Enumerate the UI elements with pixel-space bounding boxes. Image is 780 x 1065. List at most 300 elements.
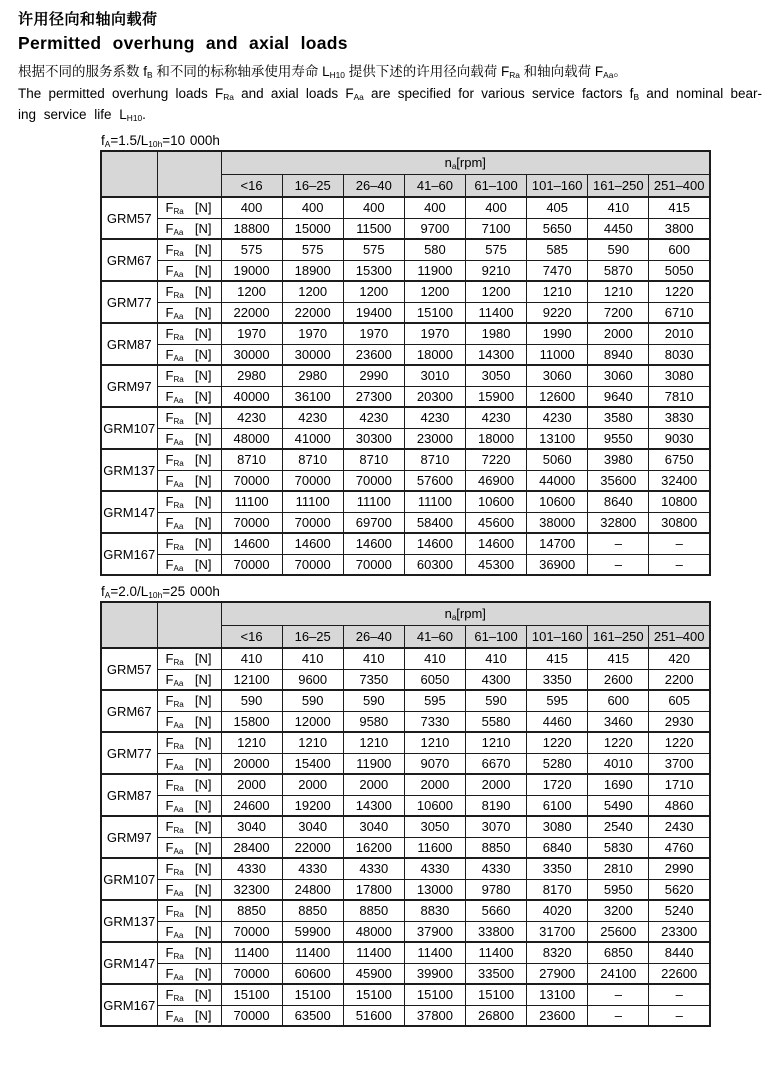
value-cell: 70000: [221, 1005, 282, 1026]
force-symbol: $F_{Ra}$: [165, 284, 184, 301]
model-cell: GRM147: [101, 942, 157, 984]
value-cell: 1210: [221, 732, 282, 753]
value-cell: 2000: [466, 774, 527, 795]
unit-label: [N]: [194, 965, 212, 981]
value-cell: 3800: [649, 218, 710, 239]
value-cell: 15900: [466, 386, 527, 407]
value-cell: 1970: [282, 323, 343, 344]
row-label-faa: [157, 795, 221, 816]
value-cell: –: [588, 554, 649, 575]
value-cell: 4230: [527, 407, 588, 428]
value-cell: 2000: [282, 774, 343, 795]
unit-label: [N]: [194, 735, 212, 751]
load-table-fa20: [100, 601, 711, 1027]
row-label-faa: [157, 260, 221, 281]
table-row: [101, 365, 710, 386]
value-cell: 30300: [343, 428, 404, 449]
unit-label: [N]: [194, 452, 212, 468]
value-cell: 1220: [649, 281, 710, 302]
value-cell: 1200: [404, 281, 465, 302]
table-row: [101, 491, 710, 512]
value-cell: 3040: [282, 816, 343, 837]
force-symbol: $F_{Ra}$: [165, 945, 184, 962]
unit-label: [N]: [194, 923, 212, 939]
value-cell: 15000: [282, 218, 343, 239]
value-cell: 70000: [221, 554, 282, 575]
value-cell: 5490: [588, 795, 649, 816]
row-label-fra: [157, 449, 221, 470]
table-row: [101, 648, 710, 669]
table-row: [101, 281, 710, 302]
value-cell: 15300: [343, 260, 404, 281]
force-symbol: $F_{Ra}$: [165, 368, 184, 385]
table-row: [101, 554, 710, 575]
value-cell: 1690: [588, 774, 649, 795]
row-label-faa: [157, 218, 221, 239]
value-cell: 605: [649, 690, 710, 711]
model-cell: GRM147: [101, 491, 157, 533]
value-cell: 1220: [588, 732, 649, 753]
value-cell: 3460: [588, 711, 649, 732]
value-cell: 45900: [343, 963, 404, 984]
value-cell: 37900: [404, 921, 465, 942]
force-symbol: $F_{Ra}$: [165, 536, 184, 553]
value-cell: 9030: [649, 428, 710, 449]
table-row: [101, 239, 710, 260]
force-symbol: $F_{Aa}$: [165, 881, 184, 898]
value-cell: 46900: [466, 470, 527, 491]
table-row: [101, 795, 710, 816]
value-cell: 4330: [221, 858, 282, 879]
value-cell: 1210: [527, 281, 588, 302]
table-row: [101, 344, 710, 365]
value-cell: 575: [282, 239, 343, 260]
value-cell: 2930: [649, 711, 710, 732]
value-cell: 28400: [221, 837, 282, 858]
value-cell: 4230: [282, 407, 343, 428]
value-cell: 3980: [588, 449, 649, 470]
force-symbol: $F_{Aa}$: [165, 839, 184, 856]
force-symbol: $F_{Aa}$: [165, 220, 184, 237]
value-cell: 8440: [649, 942, 710, 963]
force-symbol: $F_{Ra}$: [165, 452, 184, 469]
value-cell: 8320: [527, 942, 588, 963]
value-cell: 405: [527, 197, 588, 218]
table-row: [101, 984, 710, 1005]
value-cell: 69700: [343, 512, 404, 533]
value-cell: 2000: [343, 774, 404, 795]
model-cell: GRM137: [101, 900, 157, 942]
value-cell: 11000: [527, 344, 588, 365]
value-cell: 15100: [282, 984, 343, 1005]
model-cell: GRM77: [101, 281, 157, 323]
value-cell: 13100: [527, 428, 588, 449]
value-cell: 70000: [282, 512, 343, 533]
value-cell: 6050: [404, 669, 465, 690]
value-cell: 11900: [343, 753, 404, 774]
value-cell: –: [649, 984, 710, 1005]
value-cell: 9640: [588, 386, 649, 407]
value-cell: 4330: [343, 858, 404, 879]
value-cell: 3070: [466, 816, 527, 837]
value-cell: 1210: [404, 732, 465, 753]
value-cell: 14700: [527, 533, 588, 554]
value-cell: 2600: [588, 669, 649, 690]
table-row: [101, 386, 710, 407]
table-row: [101, 711, 710, 732]
value-cell: 36100: [282, 386, 343, 407]
unit-label: [N]: [194, 304, 212, 320]
value-cell: 8940: [588, 344, 649, 365]
table-row: [101, 963, 710, 984]
value-cell: 30800: [649, 512, 710, 533]
value-cell: 410: [343, 648, 404, 669]
unit-label: [N]: [194, 987, 212, 1003]
value-cell: 41000: [282, 428, 343, 449]
unit-label: [N]: [194, 388, 212, 404]
value-cell: 3040: [221, 816, 282, 837]
unit-label: [N]: [194, 262, 212, 278]
force-symbol: $F_{Ra}$: [165, 987, 184, 1004]
value-cell: 5830: [588, 837, 649, 858]
row-label-fra: [157, 648, 221, 669]
value-cell: 9580: [343, 711, 404, 732]
value-cell: 420: [649, 648, 710, 669]
row-label-faa: [157, 344, 221, 365]
value-cell: 12600: [527, 386, 588, 407]
value-cell: 4230: [466, 407, 527, 428]
value-cell: 10600: [404, 795, 465, 816]
value-cell: 1710: [649, 774, 710, 795]
value-cell: 59900: [282, 921, 343, 942]
model-cell: GRM167: [101, 533, 157, 575]
value-cell: 26800: [466, 1005, 527, 1026]
force-symbol: $F_{Ra}$: [165, 819, 184, 836]
value-cell: 1980: [466, 323, 527, 344]
table-row: [101, 753, 710, 774]
page-title-en: Permitted overhung and axial loads: [18, 33, 348, 53]
value-cell: 4230: [404, 407, 465, 428]
unit-label: [N]: [194, 819, 212, 835]
value-cell: 63500: [282, 1005, 343, 1026]
unit-label: [N]: [194, 368, 212, 384]
value-cell: 5950: [588, 879, 649, 900]
value-cell: 7350: [343, 669, 404, 690]
value-cell: 3080: [527, 816, 588, 837]
value-cell: 590: [343, 690, 404, 711]
value-cell: 19200: [282, 795, 343, 816]
row-label-faa: [157, 669, 221, 690]
unit-label: [N]: [194, 713, 212, 729]
value-cell: 3830: [649, 407, 710, 428]
value-cell: 400: [466, 197, 527, 218]
force-symbol: $F_{Aa}$: [165, 514, 184, 531]
table-row: [101, 669, 710, 690]
force-symbol: $F_{Aa}$: [165, 671, 184, 688]
value-cell: 1970: [343, 323, 404, 344]
value-cell: 600: [588, 690, 649, 711]
value-cell: 2000: [588, 323, 649, 344]
force-symbol: $F_{Aa}$: [165, 713, 184, 730]
force-symbol: $F_{Ra}$: [165, 494, 184, 511]
value-cell: 2810: [588, 858, 649, 879]
value-cell: 4860: [649, 795, 710, 816]
value-cell: 70000: [221, 921, 282, 942]
value-cell: –: [588, 984, 649, 1005]
force-symbol: $F_{Aa}$: [165, 755, 184, 772]
value-cell: 58400: [404, 512, 465, 533]
value-cell: 19400: [343, 302, 404, 323]
value-cell: 3060: [527, 365, 588, 386]
model-cell: GRM67: [101, 690, 157, 732]
value-cell: 4460: [527, 711, 588, 732]
value-cell: 15800: [221, 711, 282, 732]
value-cell: 70000: [282, 554, 343, 575]
force-symbol: $F_{Aa}$: [165, 430, 184, 447]
row-label-faa: [157, 302, 221, 323]
model-cell: GRM107: [101, 858, 157, 900]
value-cell: 15100: [404, 302, 465, 323]
row-label-fra: [157, 533, 221, 554]
table-row: [101, 260, 710, 281]
value-cell: 1200: [282, 281, 343, 302]
value-cell: 24100: [588, 963, 649, 984]
model-cell: GRM57: [101, 197, 157, 239]
value-cell: 1210: [588, 281, 649, 302]
value-cell: 6710: [649, 302, 710, 323]
model-cell: GRM87: [101, 774, 157, 816]
table-row: [101, 407, 710, 428]
model-cell: GRM137: [101, 449, 157, 491]
value-cell: 11100: [221, 491, 282, 512]
value-cell: 410: [466, 648, 527, 669]
row-label-faa: [157, 837, 221, 858]
value-cell: 585: [527, 239, 588, 260]
value-cell: 5050: [649, 260, 710, 281]
value-cell: 400: [221, 197, 282, 218]
model-cell: GRM107: [101, 407, 157, 449]
value-cell: 2980: [221, 365, 282, 386]
value-cell: 8850: [282, 900, 343, 921]
value-cell: –: [588, 533, 649, 554]
load-table-fa15: [100, 150, 711, 576]
value-cell: –: [649, 554, 710, 575]
value-cell: 14600: [221, 533, 282, 554]
row-label-faa: [157, 753, 221, 774]
unit-label: [N]: [194, 839, 212, 855]
value-cell: 23600: [343, 344, 404, 365]
value-cell: 25600: [588, 921, 649, 942]
value-cell: 15100: [404, 984, 465, 1005]
model-cell: GRM167: [101, 984, 157, 1026]
table-section-2: [100, 584, 762, 1027]
speed-range-header: 26–40: [343, 625, 404, 648]
row-label-fra: [157, 491, 221, 512]
row-label-fra: [157, 732, 221, 753]
model-cell: GRM67: [101, 239, 157, 281]
value-cell: 9600: [282, 669, 343, 690]
row-label-faa: [157, 470, 221, 491]
row-label-fra: [157, 858, 221, 879]
value-cell: 44000: [527, 470, 588, 491]
force-symbol: $F_{Ra}$: [165, 777, 184, 794]
speed-range-header: 26–40: [343, 174, 404, 197]
unit-label: [N]: [194, 797, 212, 813]
value-cell: 27300: [343, 386, 404, 407]
value-cell: 410: [221, 648, 282, 669]
unit-label: [N]: [194, 536, 212, 552]
row-label-fra: [157, 942, 221, 963]
value-cell: 19000: [221, 260, 282, 281]
table-row: [101, 533, 710, 554]
value-cell: 18000: [466, 428, 527, 449]
corner-model-cell: [101, 151, 157, 197]
table-row: [101, 218, 710, 239]
value-cell: 11400: [282, 942, 343, 963]
value-cell: 410: [282, 648, 343, 669]
value-cell: 9780: [466, 879, 527, 900]
value-cell: 3200: [588, 900, 649, 921]
value-cell: 15100: [466, 984, 527, 1005]
table-caption-1: $f_A=1.5/L_{10h}=10$ 000h: [101, 133, 220, 149]
unit-label: [N]: [194, 881, 212, 897]
value-cell: 1720: [527, 774, 588, 795]
speed-range-header: 251–400: [649, 625, 710, 648]
value-cell: 590: [466, 690, 527, 711]
value-cell: 11100: [343, 491, 404, 512]
force-symbol: $F_{Ra}$: [165, 242, 184, 259]
table-section-1: [100, 133, 762, 576]
value-cell: 7220: [466, 449, 527, 470]
value-cell: 70000: [221, 963, 282, 984]
value-cell: 33800: [466, 921, 527, 942]
value-cell: 70000: [282, 470, 343, 491]
value-cell: 9550: [588, 428, 649, 449]
value-cell: 5870: [588, 260, 649, 281]
value-cell: 8850: [221, 900, 282, 921]
value-cell: 1210: [343, 732, 404, 753]
value-cell: 31700: [527, 921, 588, 942]
value-cell: 8190: [466, 795, 527, 816]
value-cell: 410: [588, 197, 649, 218]
value-cell: 1210: [466, 732, 527, 753]
table-row: [101, 858, 710, 879]
speed-group-header: $n_a[rpm]$: [221, 151, 710, 174]
value-cell: 39900: [404, 963, 465, 984]
unit-label: [N]: [194, 472, 212, 488]
value-cell: 23600: [527, 1005, 588, 1026]
value-cell: 8170: [527, 879, 588, 900]
value-cell: –: [649, 533, 710, 554]
unit-label: [N]: [194, 346, 212, 362]
value-cell: 37800: [404, 1005, 465, 1026]
force-symbol: $F_{Ra}$: [165, 861, 184, 878]
value-cell: 51600: [343, 1005, 404, 1026]
value-cell: 8640: [588, 491, 649, 512]
force-symbol: $F_{Ra}$: [165, 200, 184, 217]
speed-range-header: 101–160: [527, 625, 588, 648]
table-row: [101, 900, 710, 921]
value-cell: 400: [343, 197, 404, 218]
value-cell: 22000: [282, 302, 343, 323]
value-cell: 18900: [282, 260, 343, 281]
force-symbol: $F_{Aa}$: [165, 304, 184, 321]
value-cell: 8710: [221, 449, 282, 470]
value-cell: 1970: [221, 323, 282, 344]
unit-label: [N]: [194, 284, 212, 300]
force-symbol: $F_{Ra}$: [165, 903, 184, 920]
value-cell: 70000: [221, 512, 282, 533]
table-row: [101, 879, 710, 900]
value-cell: 8850: [343, 900, 404, 921]
value-cell: 2000: [404, 774, 465, 795]
unit-label: [N]: [194, 494, 212, 510]
value-cell: 40000: [221, 386, 282, 407]
value-cell: 5280: [527, 753, 588, 774]
value-cell: 4010: [588, 753, 649, 774]
value-cell: 48000: [343, 921, 404, 942]
unit-label: [N]: [194, 430, 212, 446]
model-cell: GRM57: [101, 648, 157, 690]
value-cell: 8850: [466, 837, 527, 858]
value-cell: 5580: [466, 711, 527, 732]
value-cell: 11500: [343, 218, 404, 239]
value-cell: 3060: [588, 365, 649, 386]
value-cell: 9070: [404, 753, 465, 774]
value-cell: 33500: [466, 963, 527, 984]
value-cell: 3080: [649, 365, 710, 386]
value-cell: 2980: [282, 365, 343, 386]
speed-range-header: 101–160: [527, 174, 588, 197]
value-cell: 7330: [404, 711, 465, 732]
description-en-line1: The permitted overhung loads $F_{Ra}$ and axial loads $F_{Aa}$ are specified for various service factors $f_B$ and nominal bear-: [18, 86, 762, 102]
value-cell: 4330: [466, 858, 527, 879]
value-cell: 10600: [466, 491, 527, 512]
speed-range-header: 161–250: [588, 174, 649, 197]
row-label-fra: [157, 365, 221, 386]
speed-group-header: $n_a[rpm]$: [221, 602, 710, 625]
value-cell: 400: [404, 197, 465, 218]
value-cell: 14300: [343, 795, 404, 816]
row-label-faa: [157, 554, 221, 575]
value-cell: 400: [282, 197, 343, 218]
value-cell: 410: [404, 648, 465, 669]
force-symbol: $F_{Ra}$: [165, 735, 184, 752]
value-cell: 24600: [221, 795, 282, 816]
row-label-faa: [157, 963, 221, 984]
value-cell: 2200: [649, 669, 710, 690]
table-row: [101, 197, 710, 218]
value-cell: 4230: [221, 407, 282, 428]
value-cell: 1990: [527, 323, 588, 344]
speed-range-header: <16: [221, 625, 282, 648]
value-cell: 1200: [343, 281, 404, 302]
value-cell: 30000: [221, 344, 282, 365]
value-cell: 5660: [466, 900, 527, 921]
value-cell: 10600: [527, 491, 588, 512]
value-cell: 6850: [588, 942, 649, 963]
unit-label: [N]: [194, 861, 212, 877]
value-cell: 2990: [343, 365, 404, 386]
value-cell: 35600: [588, 470, 649, 491]
value-cell: 580: [404, 239, 465, 260]
value-cell: 575: [221, 239, 282, 260]
unit-label: [N]: [194, 945, 212, 961]
unit-label: [N]: [194, 777, 212, 793]
value-cell: 12000: [282, 711, 343, 732]
value-cell: 8030: [649, 344, 710, 365]
speed-range-header: 41–60: [404, 625, 465, 648]
